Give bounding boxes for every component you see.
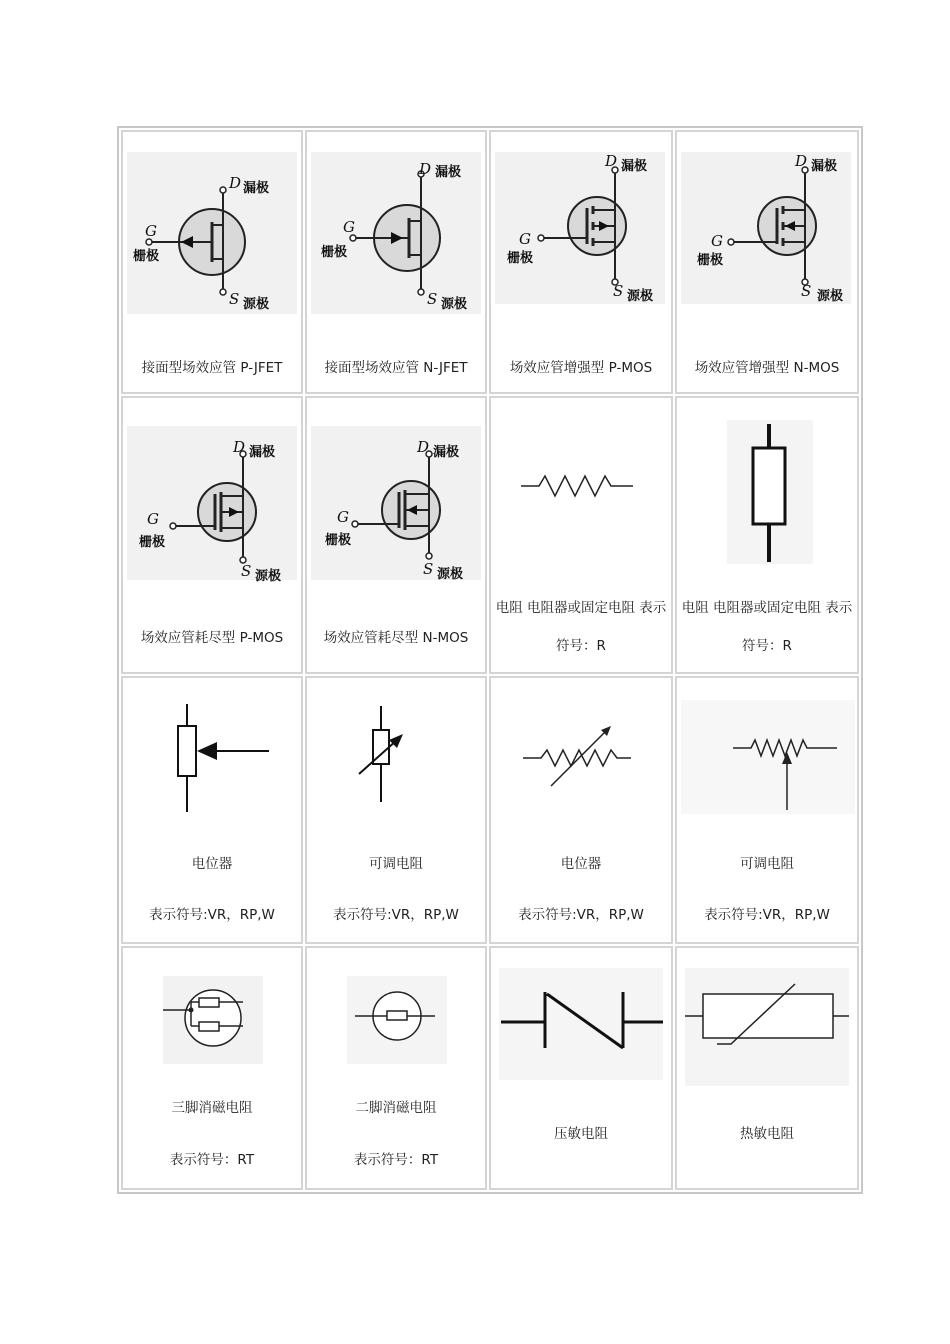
caption-line-2: 表示符号：RT <box>353 1152 439 1168</box>
cell-potentiometer-zigzag <box>489 676 673 944</box>
adjustable-resistor-zigzag-symbol <box>677 678 857 838</box>
caption: 场效应管增强型 P-MOS <box>509 360 653 376</box>
svg-text:D: D <box>605 152 618 170</box>
svg-text:S: S <box>801 282 812 300</box>
cell-p-mos-enhancement <box>489 130 673 394</box>
svg-text:D: D <box>417 438 430 456</box>
svg-text:漏极: 漏极 <box>435 165 462 180</box>
caption: 压敏电阻 <box>554 1126 608 1142</box>
caption: 接面型场效应管 N-JFET <box>324 360 468 376</box>
svg-text:G: G <box>337 508 349 526</box>
svg-text:D: D <box>229 174 242 192</box>
caption-line-2: 表示符号:VR，RP,W <box>704 907 830 923</box>
svg-text:D: D <box>233 438 246 456</box>
n-jfet-symbol <box>307 132 485 332</box>
svg-text:漏极: 漏极 <box>249 445 276 460</box>
caption-line-2: 符号：R <box>556 638 606 654</box>
cell-n-jfet <box>305 130 487 394</box>
svg-text:栅极: 栅极 <box>321 245 348 260</box>
svg-text:源极: 源极 <box>817 289 844 304</box>
two-pin-degaussing-symbol <box>307 948 485 1098</box>
svg-text:G: G <box>145 222 157 240</box>
svg-text:S: S <box>241 562 252 580</box>
caption-line-1: 电阻 电阻器或固定电阻 表示 <box>681 600 853 616</box>
svg-text:源极: 源极 <box>255 569 282 584</box>
cell-thermistor <box>675 946 859 1190</box>
p-mos-depletion-symbol <box>123 398 301 598</box>
svg-text:漏极: 漏极 <box>243 181 270 196</box>
caption: 场效应管耗尽型 P-MOS <box>140 630 284 646</box>
cell-varistor <box>489 946 673 1190</box>
svg-text:漏极: 漏极 <box>433 445 460 460</box>
svg-text:栅极: 栅极 <box>139 535 166 550</box>
p-jfet-symbol <box>123 132 301 332</box>
caption-line-2: 符号：R <box>742 638 792 654</box>
svg-text:栅极: 栅极 <box>133 249 160 264</box>
p-mos-enhancement-symbol <box>491 132 671 332</box>
svg-text:G: G <box>343 218 355 236</box>
svg-text:G: G <box>711 232 723 250</box>
cell-n-mos-depletion <box>305 396 487 674</box>
potentiometer-box-symbol <box>123 678 301 838</box>
caption-line-2: 表示符号:VR，RP,W <box>518 907 644 923</box>
caption-line-1: 电位器 <box>560 856 602 872</box>
svg-text:S: S <box>427 290 438 308</box>
caption-line-1: 三脚消磁电阻 <box>171 1100 253 1116</box>
svg-text:S: S <box>229 290 240 308</box>
caption-line-1: 可调电阻 <box>369 856 423 872</box>
cell-p-mos-depletion <box>121 396 303 674</box>
cell-adjustable-resistor-zigzag <box>675 676 859 944</box>
adjustable-resistor-box-symbol <box>307 678 485 838</box>
svg-text:漏极: 漏极 <box>811 159 838 174</box>
svg-text:G: G <box>147 510 159 528</box>
caption: 场效应管耗尽型 N-MOS <box>323 630 469 646</box>
resistor-zigzag-symbol <box>491 398 671 588</box>
caption-line-1: 电位器 <box>191 856 233 872</box>
cell-fixed-resistor-zigzag <box>489 396 673 674</box>
svg-text:G: G <box>519 230 531 248</box>
component-symbol-table <box>117 126 863 1194</box>
cell-potentiometer-box <box>121 676 303 944</box>
cell-n-mos-enhancement <box>675 130 859 394</box>
svg-text:漏极: 漏极 <box>621 159 648 174</box>
cell-fixed-resistor-box <box>675 396 859 674</box>
caption-line-1: 二脚消磁电阻 <box>355 1100 437 1116</box>
potentiometer-zigzag-symbol <box>491 678 671 838</box>
caption-line-1: 可调电阻 <box>740 856 794 872</box>
caption-line-1: 电阻 电阻器或固定电阻 表示 <box>495 600 667 616</box>
svg-text:栅极: 栅极 <box>697 253 724 268</box>
svg-text:源极: 源极 <box>441 297 468 312</box>
cell-three-pin-degaussing-resistor <box>121 946 303 1190</box>
cell-adjustable-resistor-box <box>305 676 487 944</box>
svg-text:源极: 源极 <box>437 567 464 582</box>
resistor-box-symbol <box>677 398 857 588</box>
n-mos-depletion-symbol <box>307 398 485 598</box>
caption-line-2: 表示符号:VR，RP,W <box>333 907 459 923</box>
svg-text:源极: 源极 <box>243 297 270 312</box>
svg-text:源极: 源极 <box>627 289 654 304</box>
svg-text:S: S <box>613 282 624 300</box>
cell-two-pin-degaussing-resistor <box>305 946 487 1190</box>
three-pin-degaussing-symbol <box>123 948 301 1098</box>
svg-text:栅极: 栅极 <box>325 533 352 548</box>
varistor-symbol <box>491 948 671 1098</box>
caption: 热敏电阻 <box>740 1126 794 1142</box>
caption: 接面型场效应管 P-JFET <box>141 360 283 376</box>
n-mos-enhancement-symbol <box>677 132 857 332</box>
caption-line-2: 表示符号:VR，RP,W <box>149 907 275 923</box>
svg-text:D: D <box>795 152 808 170</box>
caption: 场效应管增强型 N-MOS <box>694 360 840 376</box>
svg-text:D: D <box>419 160 432 178</box>
caption-line-2: 表示符号：RT <box>169 1152 255 1168</box>
svg-text:栅极: 栅极 <box>507 251 534 266</box>
thermistor-symbol <box>677 948 857 1098</box>
svg-text:S: S <box>423 560 434 578</box>
cell-p-jfet <box>121 130 303 394</box>
